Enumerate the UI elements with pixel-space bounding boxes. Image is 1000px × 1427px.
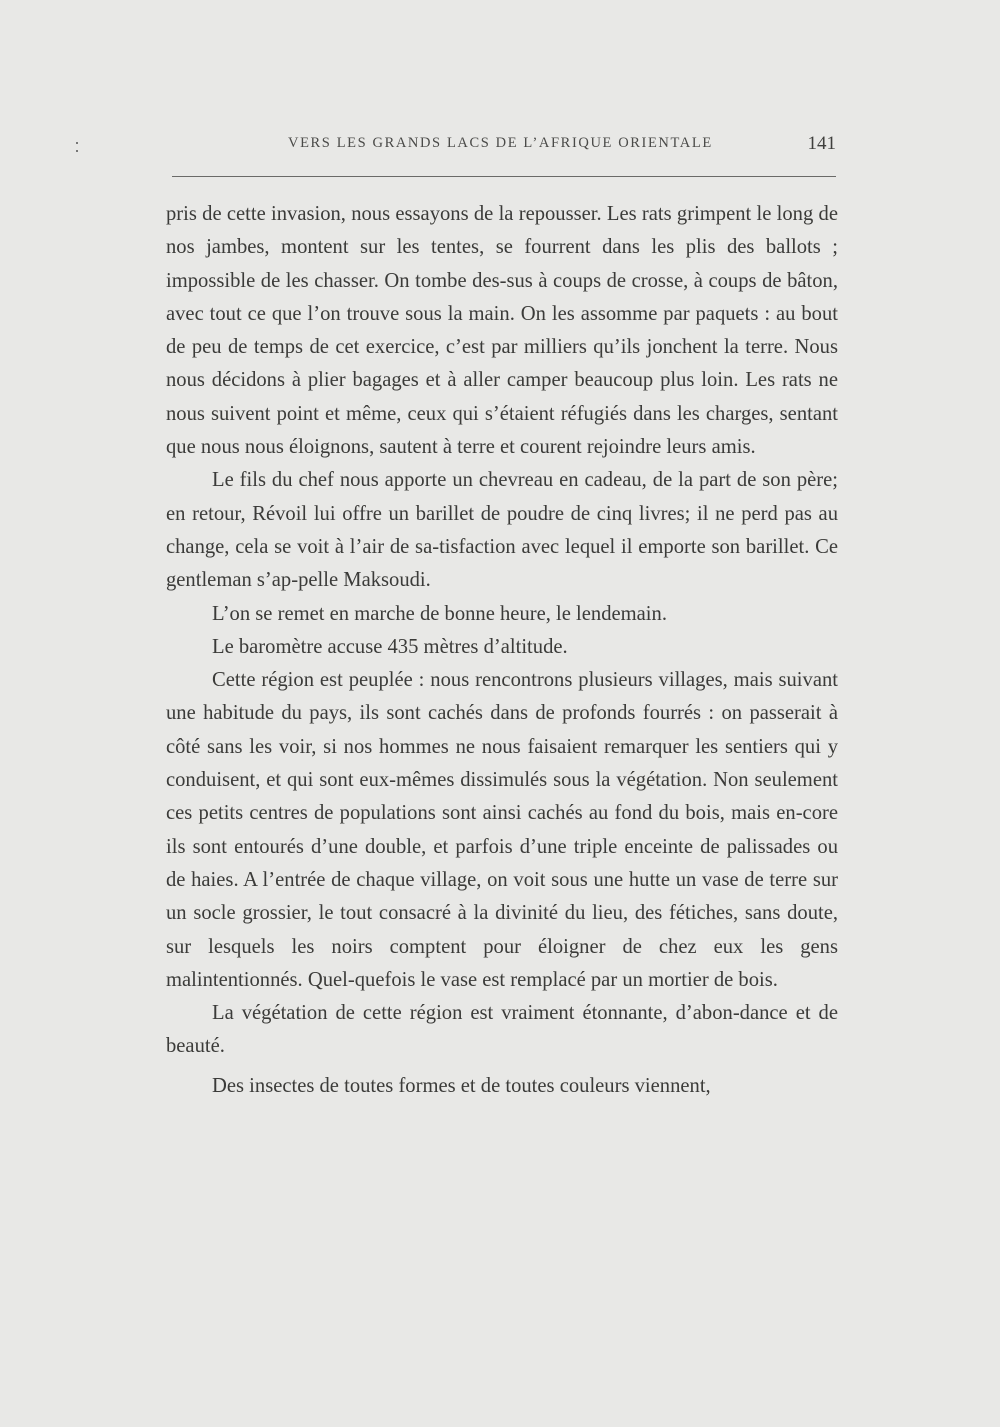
header-rule	[172, 176, 836, 177]
body-text	[166, 198, 838, 1103]
running-head	[170, 133, 838, 157]
margin-mark	[76, 142, 78, 144]
running-title: VERS LES GRANDS LACS DE L’AFRIQUE ORIENTALE	[288, 135, 713, 151]
paragraph: Le fils du chef nous apporte un chevreau en cadeau, de la part de son père; en retour, Révoil lui offre un barillet de poudre de cinq livres; il ne perd pas au change, cela se voit à l’air de sa-tisfaction avec lequel il emporte son barillet. Ce gentleman s’ap-pelle Maksoudi.	[166, 469, 838, 592]
paragraph: L’on se remet en marche de bonne heure, le lendemain.	[212, 602, 667, 625]
paragraph: Des insectes de toutes formes et de toutes couleurs viennent,	[212, 1074, 711, 1097]
page-number: 141	[807, 133, 836, 154]
paragraph: Cette région est peuplée : nous rencontrons plusieurs villages, mais suivant une habitude du pays, ils sont cachés dans de profonds fourrés : on passerait à côté sans les voir, si nos hommes ne nous faisaient remarquer les sentiers qui y conduisent, et qui sont eux-mêmes dissimulés sous la végétation. Non seulement ces petits centres de populations sont ainsi cachés au fond du bois, mais en-core ils sont entourés d’une double, et parfois d’une triple enceinte de palissades ou de haies. A l’entrée de chaque village, on voit sous une hutte un vase de terre sur un socle grossier, le tout consacré à la divinité du lieu, des fétiches, sans doute, sur lesquels les noirs comptent pour éloigner de chez eux les gens malintentionnés. Quel-quefois le vase est remplacé par un mortier de bois.	[166, 669, 838, 991]
paragraph: La végétation de cette région est vraiment étonnante, d’abon-dance et de beauté.	[166, 1002, 838, 1058]
paragraph: Le baromètre accuse 435 mètres d’altitude.	[212, 635, 568, 658]
paragraph-continuation: pris de cette invasion, nous essayons de la repousser. Les rats grimpent le long de nos jambes, montent sur les tentes, se fourrent dans les plis des ballots ; impossible de les chasser. On tombe des-sus à coups de crosse, à coups de bâton, avec tout ce que l’on trouve sous la main. On les assomme par paquets : au bout de peu de temps de cet exercice, c’est par milliers qu’ils jonchent la terre. Nous nous décidons à plier bagages et à aller camper beaucoup plus loin. Les rats ne nous suivent point et même, ceux qui s’étaient réfugiés dans les charges, sentant que nous nous éloignons, sautent à terre et courent rejoindre leurs amis.	[166, 203, 838, 459]
